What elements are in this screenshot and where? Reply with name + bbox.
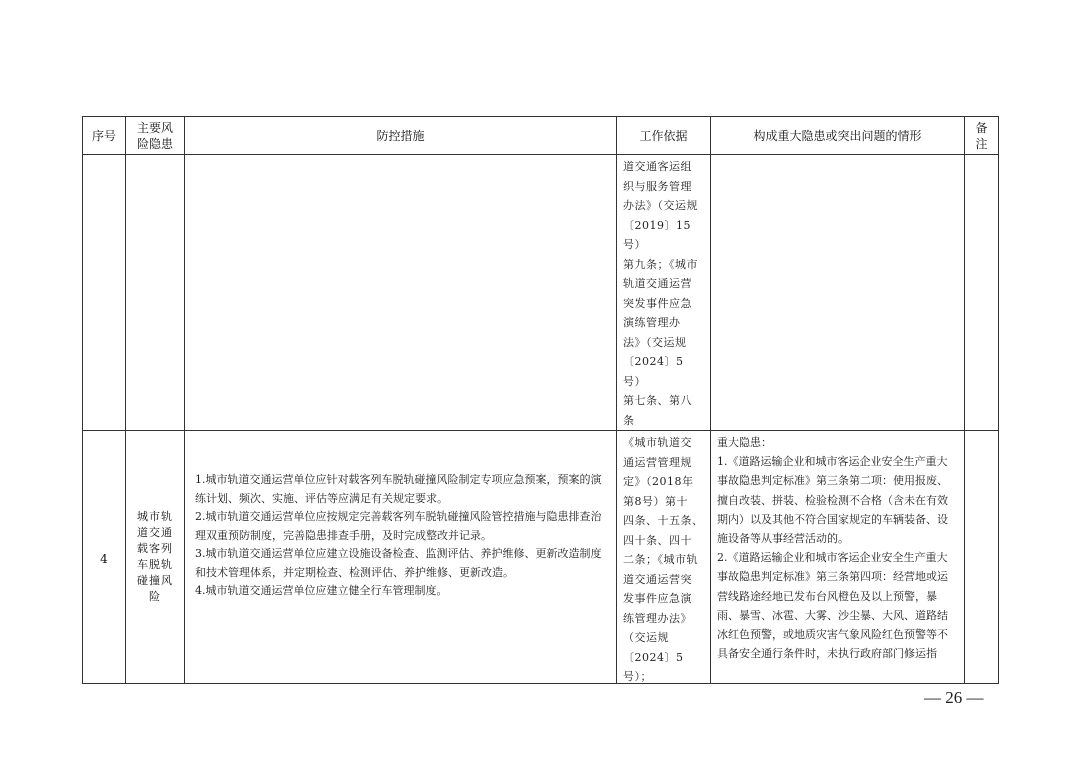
cell-basis	[617, 155, 711, 431]
header-situation: 构成重大隐患或突出问题的情形	[711, 117, 965, 155]
header-seq: 序号	[83, 117, 126, 155]
situation-text: 重大隐患： 1.《道路运输企业和城市客运企业安全生产重大事故隐患判定标准》第三条第二项：使用报废、擅自改装、拼装、检验检测不合格（含未在有效期内）以及其他不符合国家规定的车辆装备、设施设备等从事经营活动的。 2.《道路运输企业和城市客运企业安全生产重大事故隐患判定标准》第三条第四项：经营地或运营线路途经地已发布台风橙色及以上预警，暴雨、暴雪、冰雹、大雾、沙尘暴、大风、道路结冰红色预警，或地质灾害气象风险红色预警等不具备安全通行条件时，未执行政府部门修运指	[717, 436, 948, 661]
page-number: — 26 —	[924, 688, 984, 707]
cell-measures	[185, 431, 617, 684]
cell-risk	[126, 155, 185, 431]
cell-measures	[185, 155, 617, 431]
basis-text: 《城市轨道交 通运营管理规 定》（2018年 第8号）第十 四条、十五条、 四十条、四十 二条；《城市轨 道交通运营突 发事件应急演 练管理办法》 （交运规 〔2024〕5号）；	[623, 436, 704, 683]
header-remarks: 备 注	[965, 117, 999, 155]
cell-basis	[617, 431, 711, 684]
header-basis: 工作依据	[617, 117, 711, 155]
header-measures: 防控措施	[185, 117, 617, 155]
table-row	[83, 155, 999, 431]
risk-control-table	[82, 116, 999, 684]
cell-seq	[83, 431, 126, 684]
cell-situation	[711, 431, 965, 684]
seq-number: 4	[100, 551, 108, 566]
table-header-row	[83, 117, 999, 155]
cell-remarks	[965, 431, 999, 684]
basis-text: 道交通客运组 织与服务管理 办法》（交运规 〔2019〕15号） 第九条；《城市 轨道交通运营 突发事件应急 演练管理办 法》（交运规 〔2024〕5号） 第七条、第八 条	[623, 160, 698, 427]
cell-seq	[83, 155, 126, 431]
table-row	[83, 431, 999, 684]
cell-situation	[711, 155, 965, 431]
cell-risk	[126, 431, 185, 684]
risk-name: 城市轨 道交通 载客列 车脱轨 碰撞风 险	[137, 510, 173, 603]
cell-remarks	[965, 155, 999, 431]
measures-text: 1.城市轨道交通运营单位应针对载客列车脱轨碰撞风险制定专项应急预案，预案的演练计划、频次、实施、评估等应满足有关规定要求。 2.城市轨道交通运营单位应按规定完善载客列车脱轨碰撞风险管控措施与隐患排查治理双重预防制度，完善隐患排查手册，及时完成整改并记录。 3.城市轨道交通运营单位应建立设施设备检查、监测评估、养护维修、更新改造制度和技术管理体系，并定期检查、检测评估、养护维修、更新改造。 4.城市轨道交通运营单位应建立健全行车管理制度。	[195, 473, 602, 597]
header-risk: 主要风 险隐患	[126, 117, 185, 155]
